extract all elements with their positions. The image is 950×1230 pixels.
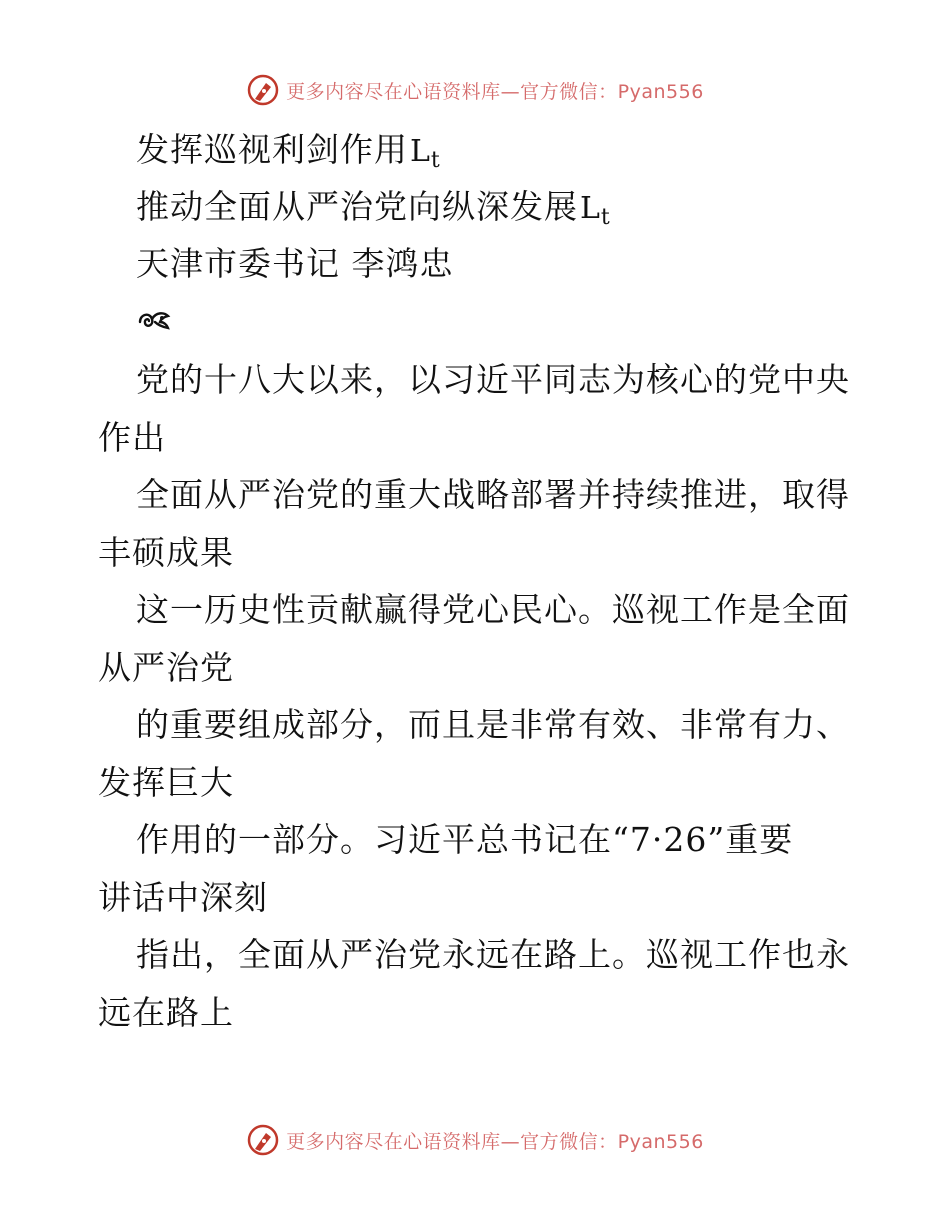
fleuron-icon (136, 306, 172, 334)
pen-nib-circle-icon (246, 73, 280, 107)
banner-text: 更多内容尽在心语资料库—官方微信：Pyan556 (286, 1130, 704, 1153)
banner-text: 更多内容尽在心语资料库—官方微信：Pyan556 (286, 80, 704, 103)
paragraph-line-wrap: 远在路上 (98, 992, 234, 1032)
paragraph-line: 党的十八大以来，以习近平同志为核心的党中央 (136, 360, 850, 399)
paragraph-line-wrap: 讲话中深刻 (98, 877, 268, 917)
footer-banner (0, 1120, 950, 1160)
paragraph-line-wrap: 丰硕成果 (98, 532, 234, 572)
heading-title-text: 发挥巡视利剑作用 (136, 130, 408, 169)
heading-subtitle-text: 推动全面从严治党向纵深发展 (136, 187, 578, 226)
line-break-mark: $L_t$ (410, 134, 441, 173)
author-line: 天津市委书记 李鸿忠 (136, 244, 454, 283)
paragraph-line-wrap: 发挥巨大 (98, 762, 234, 802)
paragraph-line-wrap: 从严治党 (98, 647, 234, 687)
paragraph-line: 指出，全面从严治党永远在路上。巡视工作也永 (136, 935, 850, 974)
header-banner (0, 70, 950, 110)
paragraph-line: 全面从严治党的重大战略部署并持续推进，取得 (136, 475, 850, 514)
paragraph-line: 这一历史性贡献赢得党心民心。巡视工作是全面 (136, 590, 850, 629)
paragraph-line: 的重要组成部分，而且是非常有效、非常有力、 (136, 705, 850, 744)
paragraph-line-wrap: 作出 (98, 417, 166, 457)
line-break-mark: $L_t$ (580, 191, 611, 230)
paragraph-line: 作用的一部分。习近平总书记在“7·26”重要 (136, 820, 794, 859)
pen-nib-circle-icon (246, 1123, 280, 1157)
heading-subtitle (136, 187, 611, 230)
heading-title (136, 130, 441, 173)
